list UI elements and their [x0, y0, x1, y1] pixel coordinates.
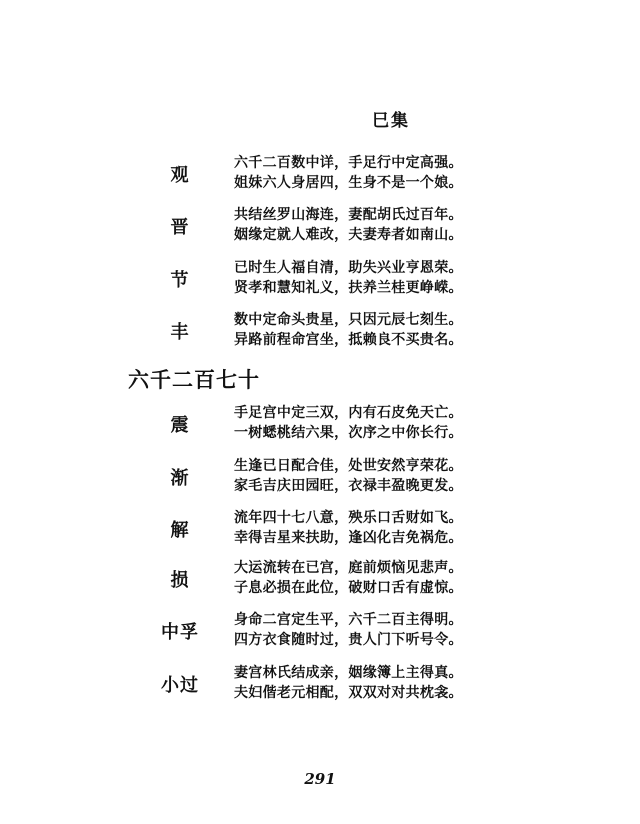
entry-name: 中孚 — [161, 622, 199, 643]
verse-line: 六千二百数中详，手足行中定高强。 — [234, 155, 463, 171]
verse-line: 共结丝罗山海连，妻配胡氏过百年。 — [234, 207, 463, 223]
entry-zhongfu — [0, 609, 640, 655]
entry-xiaoguo — [0, 662, 640, 708]
verse-line: 姐妹六人身居四，生身不是一个娘。 — [234, 175, 463, 191]
entry-zhen — [0, 402, 640, 448]
entry-name: 震 — [170, 415, 190, 436]
verse-line: 贤孝和慧知礼义，扶养兰桂更峥嵘。 — [234, 280, 463, 296]
verse-line: 流年四十七八意，殃乐口舌财如飞。 — [234, 510, 463, 526]
verse-line: 生逢已日配合佳，处世安然亨荣花。 — [234, 458, 463, 474]
entry-name: 渐 — [170, 468, 190, 489]
section-heading: 六千二百七十 — [128, 367, 260, 392]
verse-line: 数中定命头贵星，只因元辰七刻生。 — [234, 312, 463, 328]
entry-name: 节 — [170, 270, 190, 291]
running-head: 巳集 — [372, 111, 410, 131]
entry-guan — [0, 152, 640, 198]
entry-jian — [0, 455, 640, 501]
verse-line: 异路前程命宫坐，抵赖良不买贵名。 — [234, 332, 463, 348]
verse-line: 家毛吉庆田园旺，衣禄丰盈晚更发。 — [234, 478, 463, 494]
verse-line: 子息必损在此位，破财口舌有虚惊。 — [234, 580, 463, 596]
page-number: 291 — [304, 770, 336, 788]
verse-line: 身命二宫定生平，六千二百主得明。 — [234, 612, 463, 628]
verse-line: 妻宫林氏结成亲，姻缘簿上主得真。 — [234, 665, 463, 681]
verse-line: 已时生人福自清，助失兴业亨恩荣。 — [234, 260, 463, 276]
entry-feng — [0, 309, 640, 355]
entry-name: 小过 — [161, 675, 199, 696]
entry-name: 损 — [170, 570, 190, 591]
entry-jin — [0, 204, 640, 250]
verse-line: 手足宫中定三双，内有石皮免天亡。 — [234, 405, 463, 421]
entry-xie — [0, 507, 640, 553]
verse-line: 姻缘定就人难改，夫妻寿者如南山。 — [234, 227, 463, 243]
entry-name: 丰 — [170, 322, 190, 343]
entry-jie — [0, 257, 640, 303]
verse-line: 幸得吉星来扶助，逢凶化吉免祸危。 — [234, 530, 463, 546]
entry-name: 解 — [170, 520, 190, 541]
entry-name: 晋 — [170, 217, 190, 238]
entry-name: 观 — [170, 165, 190, 186]
verse-line: 一树蟋桃结六果，次序之中你长行。 — [234, 425, 463, 441]
verse-line: 四方衣食随时过，贵人门下听号令。 — [234, 632, 463, 648]
verse-line: 大运流转在已宫，庭前烦恼见悲声。 — [234, 560, 463, 576]
entry-sun — [0, 557, 640, 603]
verse-line: 夫妇偕老元相配，双双对对共枕衾。 — [234, 685, 463, 701]
